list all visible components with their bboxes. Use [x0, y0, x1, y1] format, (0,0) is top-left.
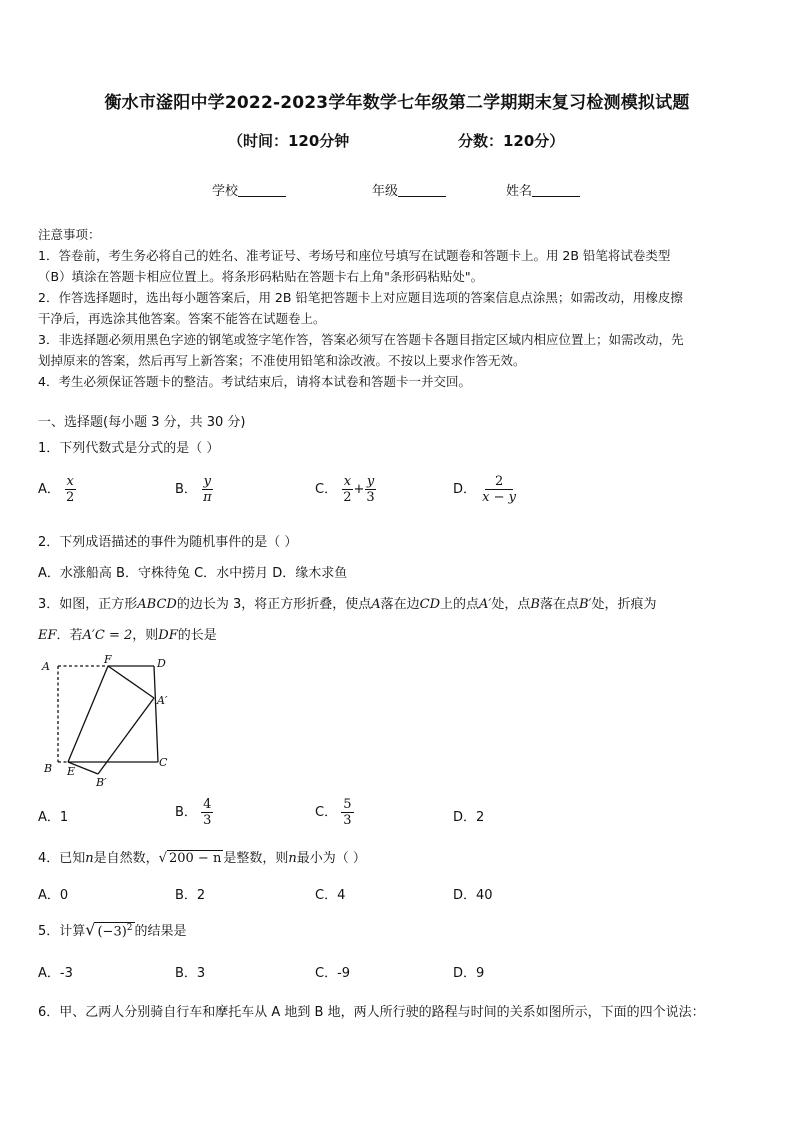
- math: A: [371, 597, 381, 612]
- q4-stem: [38, 847, 366, 866]
- q1-option-a: [38, 474, 76, 505]
- fraction: [480, 474, 518, 505]
- math: EF: [38, 628, 57, 643]
- label-d: D: [157, 657, 166, 670]
- math: n: [288, 851, 297, 866]
- math: DF: [158, 628, 178, 643]
- option-label: D．: [453, 482, 477, 497]
- notes: [38, 224, 758, 392]
- notes-line: 划掉原来的答案，然后再写上新答案；不准使用铅笔和涂改液。不按以上要求作答无效。: [38, 353, 526, 368]
- denominator: 2: [66, 490, 75, 505]
- fold-fa: [108, 666, 154, 698]
- q3-option-c: [315, 797, 354, 828]
- notes-line: 4．考生必须保证答题卡的整洁。考试结束后，请将本试卷和答题卡一并交回。: [38, 374, 471, 389]
- option-label: C．: [315, 805, 338, 820]
- radicand: 200 − n: [168, 851, 222, 866]
- denominator: 3: [366, 490, 375, 505]
- text: 的边长为 3，将正方形折叠，使点: [176, 597, 372, 612]
- denominator: 3: [343, 813, 352, 828]
- label-e: E: [67, 765, 76, 778]
- text: ．若: [56, 628, 83, 643]
- notes-line: （B）填涂在答题卡相应位置上。将条形码粘贴在答题卡右上角"条形码粘贴处"。: [38, 269, 484, 284]
- school-field: [212, 180, 286, 199]
- option-label: B．: [175, 805, 197, 820]
- fraction: [201, 797, 213, 828]
- math: CD: [419, 597, 441, 612]
- q5-option-a: A．-3: [38, 966, 73, 981]
- notes-line: 干净后，再选涂其他答案。答案不能答在试题卷上。: [38, 311, 326, 326]
- label-a-prime: A′: [157, 694, 168, 707]
- sqrt-sign: √: [158, 851, 167, 866]
- q1-stem: 1．下列代数式是分式的是（ ）: [38, 441, 220, 456]
- q3-figure: [36, 654, 186, 789]
- notes-line: 1．答卷前，考生务必将自己的姓名、准考证号、考场号和座位号填写在试题卷和答题卡上。用 2B 铅笔将试卷类型: [38, 248, 671, 263]
- square-right-edge: [154, 666, 158, 762]
- label-f: F: [104, 654, 112, 666]
- exam-time: （时间：120分钟: [228, 132, 350, 150]
- label-b: B: [44, 762, 53, 775]
- option-label: C．: [315, 482, 338, 497]
- math: B: [530, 597, 540, 612]
- crease-ef: [68, 666, 108, 762]
- denominator: 3: [203, 813, 212, 828]
- q1-option-b: [175, 474, 214, 505]
- radicand: [95, 922, 134, 939]
- denominator: 2: [343, 490, 352, 505]
- notes-heading: 注意事项：: [38, 227, 101, 242]
- text: 最小为（ ）: [296, 851, 366, 866]
- q4-option-d: D．40: [453, 888, 493, 903]
- numerator: x: [66, 474, 74, 489]
- q1-option-c: [315, 474, 377, 505]
- math: A′C = 2: [82, 628, 133, 643]
- text: ，则: [132, 628, 159, 643]
- school-blank: [238, 184, 286, 197]
- q3-line1: [38, 593, 657, 612]
- name-blank: [532, 184, 580, 197]
- exam-score: 分数：120分）: [458, 132, 565, 150]
- exam-title: 衡水市滏阳中学2022-2023学年数学七年级第二学期期末复习检测模拟试题: [104, 93, 690, 113]
- school-label: 学校: [212, 184, 239, 199]
- numerator: y: [203, 474, 212, 489]
- label-b-prime: B′: [96, 776, 107, 789]
- sqrt-sign: √: [85, 920, 96, 939]
- text: 4．已知: [38, 851, 86, 866]
- q3-option-d: D．2: [453, 810, 485, 825]
- notes-line: 2．作答选择题时，选出每小题答案后，用 2B 铅笔把答题卡上对应题目选项的答案信息点涂黑；如需改动，用橡皮擦: [38, 290, 683, 305]
- numerator: x: [343, 474, 352, 489]
- exponent: 2: [126, 922, 133, 933]
- grade-blank: [398, 184, 446, 197]
- q3-option-b: [175, 797, 213, 828]
- q4-option-a: A．0: [38, 888, 69, 903]
- grade-field: [372, 180, 446, 199]
- q2-stem: 2．下列成语描述的事件为随机事件的是（ ）: [38, 535, 298, 550]
- numerator: y: [366, 474, 375, 489]
- label-a: A: [42, 660, 50, 673]
- q3-line2: [38, 624, 217, 643]
- fraction: [341, 797, 353, 828]
- q4-option-b: B．2: [175, 888, 206, 903]
- name-field: [506, 180, 580, 199]
- section-heading: 一、选择题(每小题 3 分，共 30 分): [38, 415, 246, 430]
- fraction: [64, 474, 76, 505]
- fraction: [364, 474, 376, 505]
- q5-option-c: C．-9: [315, 966, 351, 981]
- text: 落在点: [539, 597, 579, 612]
- text: 的结果是: [134, 924, 187, 939]
- label-c: C: [159, 756, 168, 769]
- radicand-text: (−3): [97, 924, 127, 939]
- text: 的长是: [177, 628, 217, 643]
- math: ABCD: [137, 597, 177, 612]
- text: 落在边: [380, 597, 420, 612]
- numerator: 2: [485, 474, 513, 490]
- q1-option-d: [453, 474, 518, 505]
- text: 3．如图，正方形: [38, 597, 138, 612]
- plus-sign: +: [353, 482, 365, 497]
- text: 处，折痕为: [591, 597, 657, 612]
- math: B′: [578, 597, 592, 612]
- q5-stem: [38, 920, 187, 939]
- text: 处，点: [491, 597, 531, 612]
- numerator: 5: [343, 797, 352, 812]
- math: A′: [479, 597, 492, 612]
- fraction: [201, 474, 214, 505]
- q4-option-c: C．4: [315, 888, 346, 903]
- math: n: [85, 851, 94, 866]
- q5-option-d: D．9: [453, 966, 485, 981]
- text: 5．计算: [38, 924, 86, 939]
- q3-option-a: A．1: [38, 810, 69, 825]
- q2-options: A．水涨船高 B．守株待兔 C．水中捞月 D．缘木求鱼: [38, 566, 348, 581]
- denominator: x − y: [482, 490, 516, 505]
- name-label: 姓名: [506, 184, 533, 199]
- notes-line: 3．非选择题必须用黑色字迹的钢笔或签字笔作答，答案必须写在答题卡各题目指定区域内相应位置上；如需改动，先: [38, 332, 684, 347]
- denominator: π: [203, 490, 212, 505]
- option-label: B．: [175, 482, 197, 497]
- option-label: A．: [38, 482, 60, 497]
- numerator: 4: [203, 797, 212, 812]
- q6-stem: 6．甲、乙两人分别骑自行车和摩托车从 A 地到 B 地，两人所行驶的路程与时间的关系如图所示，下面的四个说法：: [38, 1005, 705, 1020]
- text: 是自然数，: [93, 851, 159, 866]
- q5-option-b: B．3: [175, 966, 206, 981]
- grade-label: 年级: [372, 184, 399, 199]
- fraction: [341, 474, 353, 505]
- text: 上的点: [440, 597, 480, 612]
- text: 是整数，则: [223, 851, 289, 866]
